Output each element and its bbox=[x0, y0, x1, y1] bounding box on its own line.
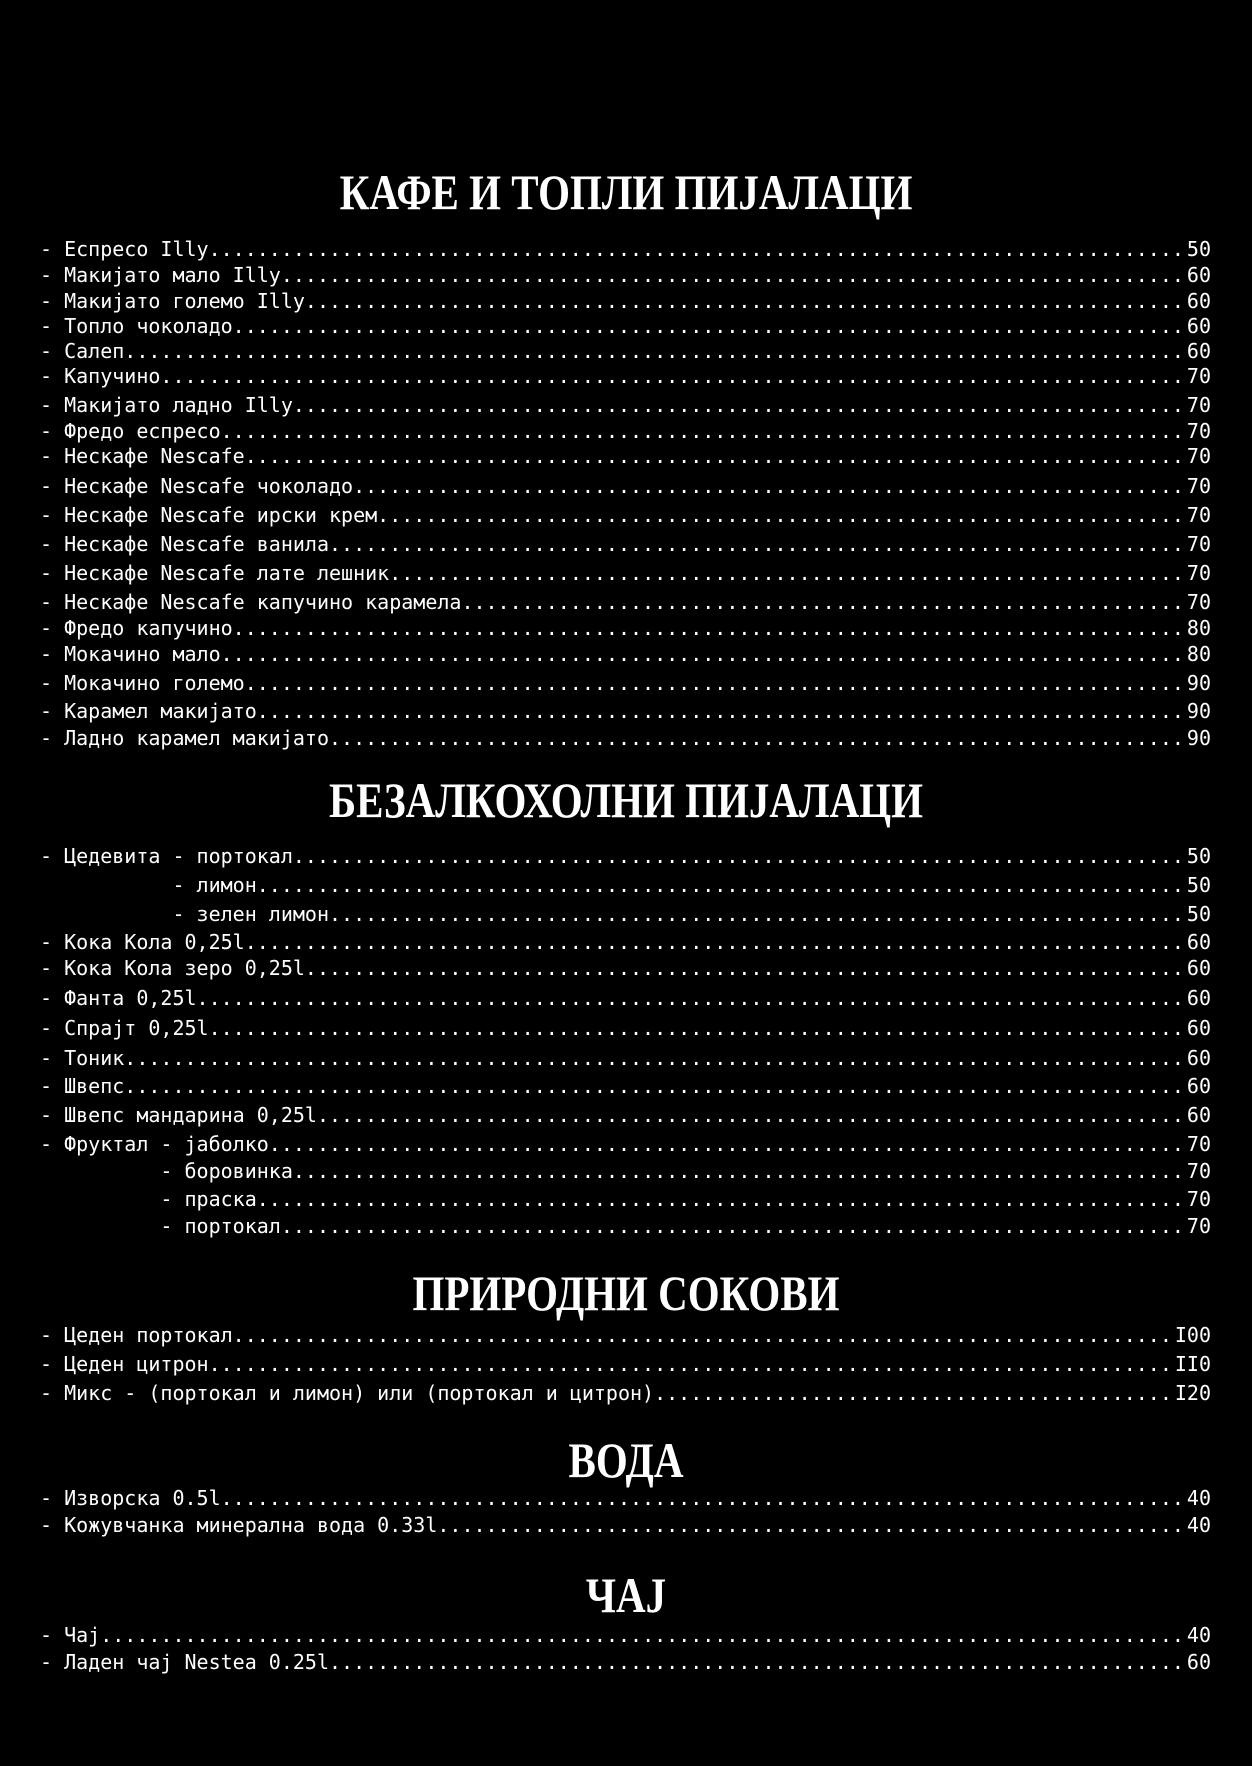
item-price: 90 bbox=[1186, 699, 1211, 723]
dot-leader bbox=[197, 985, 1187, 1011]
menu-item bbox=[40, 262, 1211, 288]
item-name: - лимон bbox=[40, 873, 257, 897]
item-name: - Фредо капучино bbox=[40, 616, 233, 640]
item-price: 50 bbox=[1186, 844, 1211, 868]
menu-item bbox=[40, 1213, 1211, 1239]
item-name: - Ладен чај Nestea 0.25l bbox=[40, 1650, 329, 1674]
menu-item bbox=[40, 1045, 1211, 1071]
menu-item bbox=[40, 955, 1211, 981]
dot-leader bbox=[209, 236, 1187, 262]
menu-item bbox=[40, 615, 1211, 641]
item-price: 80 bbox=[1186, 616, 1211, 640]
menu-item bbox=[40, 1512, 1211, 1538]
item-price: 70 bbox=[1186, 1214, 1211, 1238]
dot-leader bbox=[329, 1649, 1187, 1675]
menu-item bbox=[40, 985, 1211, 1011]
dot-leader bbox=[377, 502, 1187, 528]
item-name: - Цеден портокал bbox=[40, 1323, 233, 1347]
menu-item bbox=[40, 418, 1211, 444]
dot-leader bbox=[329, 725, 1187, 751]
item-name: - Микс - (портокал и лимон) или (портокал и цитрон) bbox=[40, 1381, 655, 1405]
menu-item bbox=[40, 288, 1211, 314]
item-name: - Макијато ладно Illy bbox=[40, 393, 293, 417]
menu-item bbox=[40, 338, 1211, 364]
item-price: 40 bbox=[1186, 1623, 1211, 1647]
item-name: - Тоник bbox=[40, 1046, 125, 1070]
item-price: 70 bbox=[1186, 503, 1211, 527]
item-name: - Макијато големо Illy bbox=[40, 289, 305, 313]
menu-item bbox=[40, 1073, 1211, 1099]
item-price: 50 bbox=[1186, 902, 1211, 926]
section-title-juices: ПРИРОДНИ СОКОВИ bbox=[412, 1265, 840, 1321]
item-name: - Чај bbox=[40, 1623, 101, 1647]
dot-leader bbox=[293, 1158, 1187, 1184]
item-price: 70 bbox=[1186, 444, 1211, 468]
menu-item bbox=[40, 1015, 1211, 1041]
item-price: 70 bbox=[1186, 1159, 1211, 1183]
dot-leader bbox=[233, 1322, 1175, 1348]
dot-leader bbox=[389, 560, 1187, 586]
item-price: 60 bbox=[1186, 956, 1211, 980]
item-name: - Макијато мало Illy bbox=[40, 263, 281, 287]
section-title-soft-drinks: БЕЗАЛКОХОЛНИ ПИЈАЛАЦИ bbox=[329, 772, 923, 828]
item-name: - Нескафе Nescafe bbox=[40, 444, 245, 468]
item-name: - портокал bbox=[40, 1214, 281, 1238]
dot-leader bbox=[281, 1213, 1187, 1239]
dot-leader bbox=[124, 338, 1187, 364]
item-name: - Кока Кола 0,25l bbox=[40, 930, 245, 954]
item-price: 60 bbox=[1186, 1650, 1211, 1674]
item-price: 60 bbox=[1186, 1074, 1211, 1098]
dot-leader bbox=[293, 843, 1187, 869]
dot-leader bbox=[281, 262, 1187, 288]
menu-item bbox=[40, 473, 1211, 499]
item-name: - Фредо еспресо bbox=[40, 419, 221, 443]
item-price: 70 bbox=[1186, 393, 1211, 417]
item-price: 40 bbox=[1186, 1513, 1211, 1537]
item-price: 70 bbox=[1186, 419, 1211, 443]
item-price: 90 bbox=[1186, 726, 1211, 750]
item-price: 60 bbox=[1186, 930, 1211, 954]
section-title-coffee: КАФЕ И ТОПЛИ ПИЈАЛАЦИ bbox=[339, 164, 913, 220]
item-price: 60 bbox=[1186, 1016, 1211, 1040]
item-name: - Топло чоколадо bbox=[40, 314, 233, 338]
dot-leader bbox=[329, 901, 1187, 927]
item-price: 70 bbox=[1186, 1187, 1211, 1211]
menu-item bbox=[40, 670, 1211, 696]
menu-item bbox=[40, 1380, 1211, 1406]
item-name: - Изворска 0.5l bbox=[40, 1486, 221, 1510]
menu-item bbox=[40, 443, 1211, 469]
menu-item bbox=[40, 1351, 1211, 1377]
menu-item bbox=[40, 1158, 1211, 1184]
item-name: - Карамел макијато bbox=[40, 699, 257, 723]
item-price: 60 bbox=[1186, 1046, 1211, 1070]
dot-leader bbox=[124, 1073, 1187, 1099]
menu-item bbox=[40, 502, 1211, 528]
dot-leader bbox=[461, 589, 1186, 615]
item-name: - Нескафе Nescafe ванила bbox=[40, 532, 329, 556]
item-price: 70 bbox=[1186, 532, 1211, 556]
item-price: 70 bbox=[1186, 561, 1211, 585]
dot-leader bbox=[221, 641, 1187, 667]
dot-leader bbox=[305, 288, 1187, 314]
dot-leader bbox=[293, 392, 1187, 418]
dot-leader bbox=[654, 1380, 1175, 1406]
menu-item bbox=[40, 1649, 1211, 1675]
item-price: I20 bbox=[1174, 1381, 1211, 1405]
dot-leader bbox=[317, 1102, 1187, 1128]
dot-leader bbox=[160, 363, 1186, 389]
item-name: - Ладно карамел макијато bbox=[40, 726, 329, 750]
menu-item bbox=[40, 1102, 1211, 1128]
item-price: 60 bbox=[1186, 289, 1211, 313]
dot-leader bbox=[245, 443, 1187, 469]
item-price: 70 bbox=[1186, 474, 1211, 498]
menu-item bbox=[40, 698, 1211, 724]
section-title-water: ВОДА bbox=[568, 1432, 684, 1488]
menu-item bbox=[40, 1622, 1211, 1648]
dot-leader bbox=[100, 1622, 1187, 1648]
item-name: - Нескафе Nescafe ирски крем bbox=[40, 503, 378, 527]
menu-item bbox=[40, 392, 1211, 418]
item-name: - Нескафе Nescafe лате лешник bbox=[40, 561, 390, 585]
item-price: 70 bbox=[1186, 590, 1211, 614]
menu-item bbox=[40, 236, 1211, 262]
item-name: - Цедевита - портокал bbox=[40, 844, 293, 868]
menu-item bbox=[40, 1485, 1211, 1511]
item-name: - Швепс bbox=[40, 1074, 125, 1098]
item-price: 70 bbox=[1186, 1132, 1211, 1156]
menu-item bbox=[40, 589, 1211, 615]
item-name: - Спрајт 0,25l bbox=[40, 1016, 209, 1040]
menu-item bbox=[40, 560, 1211, 586]
item-price: 50 bbox=[1186, 237, 1211, 261]
dot-leader bbox=[233, 313, 1187, 339]
dot-leader bbox=[437, 1512, 1187, 1538]
item-name: - Мокачино мало bbox=[40, 642, 221, 666]
item-name: - Нескафе Nescafe чоколадо bbox=[40, 474, 354, 498]
menu-item bbox=[40, 843, 1211, 869]
item-price: 90 bbox=[1186, 671, 1211, 695]
dot-leader bbox=[353, 473, 1187, 499]
item-name: - Капучино bbox=[40, 364, 161, 388]
dot-leader bbox=[233, 615, 1187, 641]
menu-item bbox=[40, 1186, 1211, 1212]
dot-leader bbox=[305, 955, 1187, 981]
dot-leader bbox=[329, 531, 1187, 557]
dot-leader bbox=[209, 1015, 1187, 1041]
item-price: 80 bbox=[1186, 642, 1211, 666]
dot-leader bbox=[245, 670, 1187, 696]
dot-leader bbox=[269, 1131, 1187, 1157]
menu-item bbox=[40, 901, 1211, 927]
item-price: 60 bbox=[1186, 1103, 1211, 1127]
item-name: - Мокачино големо bbox=[40, 671, 245, 695]
dot-leader bbox=[209, 1351, 1175, 1377]
dot-leader bbox=[257, 872, 1187, 898]
item-name: - Фанта 0,25l bbox=[40, 986, 197, 1010]
item-price: 40 bbox=[1186, 1486, 1211, 1510]
menu-item bbox=[40, 1131, 1211, 1157]
item-price: 60 bbox=[1186, 986, 1211, 1010]
item-name: - Фруктал - јаболко bbox=[40, 1132, 269, 1156]
item-price: II0 bbox=[1174, 1352, 1211, 1376]
item-price: 60 bbox=[1186, 263, 1211, 287]
item-name: - зелен лимон bbox=[40, 902, 329, 926]
menu-item bbox=[40, 313, 1211, 339]
item-name: - Швепс мандарина 0,25l bbox=[40, 1103, 317, 1127]
dot-leader bbox=[221, 1485, 1187, 1511]
item-name: - Цеден цитрон bbox=[40, 1352, 209, 1376]
menu-item bbox=[40, 872, 1211, 898]
menu-item bbox=[40, 531, 1211, 557]
item-name: - Кока Кола зеро 0,25l bbox=[40, 956, 305, 980]
item-name: - Нескафе Nescafe капучино карамела bbox=[40, 590, 462, 614]
dot-leader bbox=[221, 418, 1187, 444]
menu-item bbox=[40, 725, 1211, 751]
dot-leader bbox=[124, 1045, 1187, 1071]
item-name: - Салеп bbox=[40, 339, 125, 363]
dot-leader bbox=[257, 698, 1187, 724]
section-title-tea: ЧАЈ bbox=[585, 1567, 667, 1623]
menu-item bbox=[40, 641, 1211, 667]
menu-item bbox=[40, 1322, 1211, 1348]
dot-leader bbox=[245, 929, 1187, 955]
item-price: 50 bbox=[1186, 873, 1211, 897]
item-price: 60 bbox=[1186, 314, 1211, 338]
item-name: - праска bbox=[40, 1187, 257, 1211]
menu-item bbox=[40, 363, 1211, 389]
item-name: - боровинка bbox=[40, 1159, 293, 1183]
item-price: 70 bbox=[1186, 364, 1211, 388]
item-name: - Еспресо Illy bbox=[40, 237, 209, 261]
item-price: I00 bbox=[1174, 1323, 1211, 1347]
item-name: - Кожувчанка минерална вода 0.33l bbox=[40, 1513, 438, 1537]
item-price: 60 bbox=[1186, 339, 1211, 363]
menu-item bbox=[40, 929, 1211, 955]
dot-leader bbox=[257, 1186, 1187, 1212]
